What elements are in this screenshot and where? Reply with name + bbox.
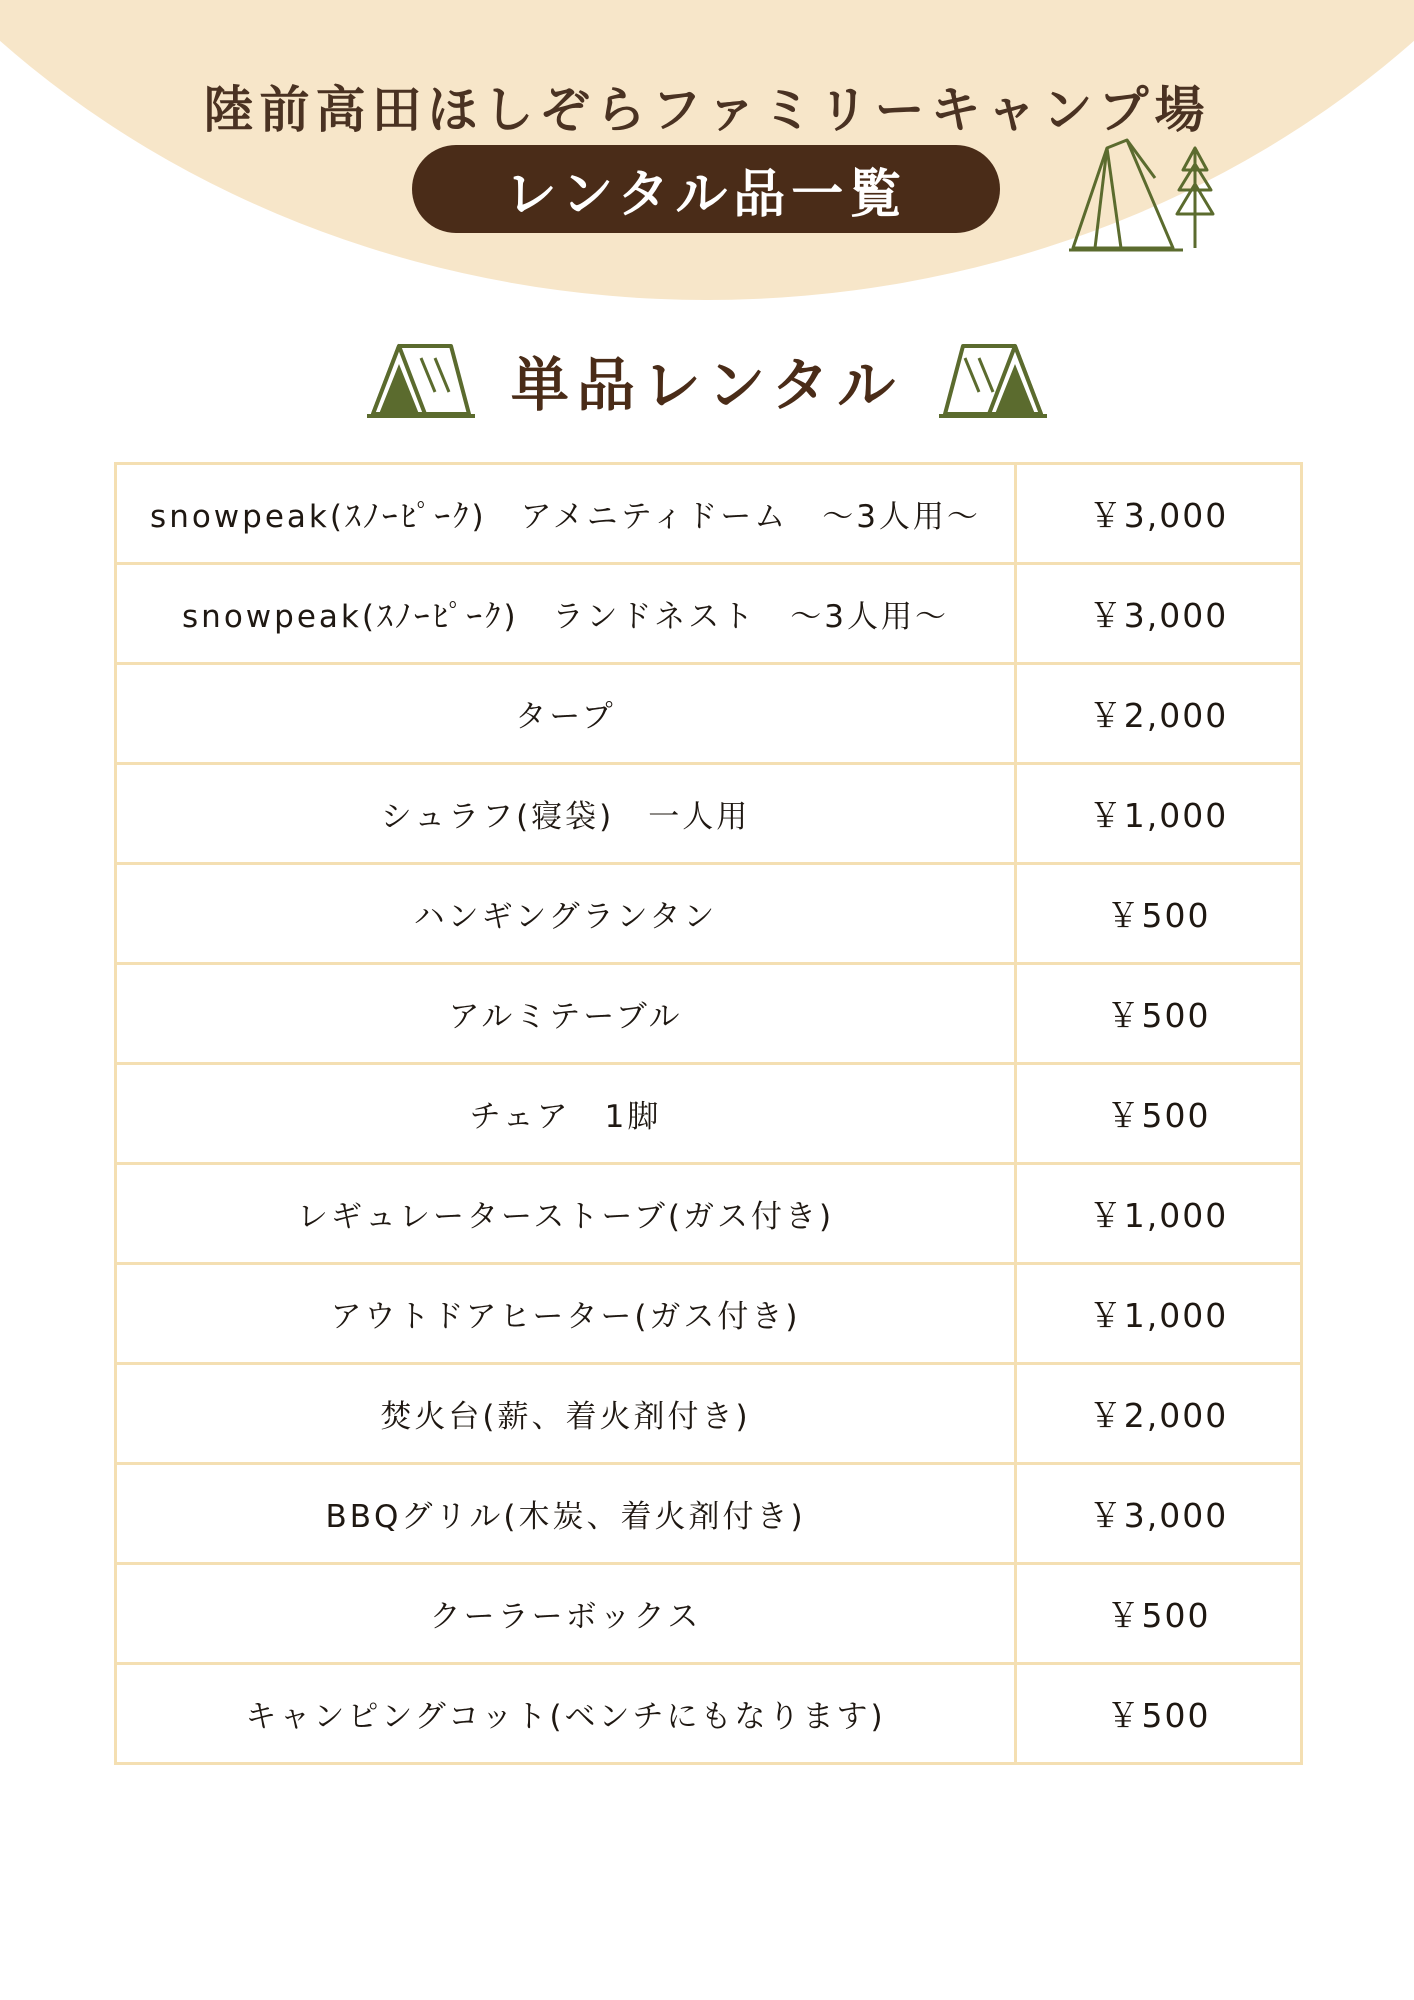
table-row <box>116 1464 1302 1564</box>
table-row <box>116 1064 1302 1164</box>
table-row <box>116 1364 1302 1464</box>
tent-icon <box>937 336 1049 424</box>
item-name: チェア 1脚 <box>116 1064 1016 1164</box>
table-row <box>116 1664 1302 1764</box>
item-price: ￥500 <box>1016 1564 1302 1664</box>
item-price: ￥500 <box>1016 864 1302 964</box>
section-header <box>0 335 1414 425</box>
item-name: ハンギングランタン <box>116 864 1016 964</box>
item-price: ￥3,000 <box>1016 464 1302 564</box>
table-row <box>116 1564 1302 1664</box>
table-row <box>116 964 1302 1064</box>
item-price: ￥3,000 <box>1016 1464 1302 1564</box>
rental-list-title: レンタル品一覧 <box>504 164 908 225</box>
rental-price-table <box>114 462 1303 1765</box>
item-price: ￥2,000 <box>1016 664 1302 764</box>
table-row <box>116 564 1302 664</box>
table-row <box>116 1264 1302 1364</box>
item-price: ￥500 <box>1016 1064 1302 1164</box>
item-price: ￥3,000 <box>1016 564 1302 664</box>
item-name: レギュレーターストーブ(ガス付き) <box>116 1164 1016 1264</box>
table-row <box>116 864 1302 964</box>
campground-name: 陸前高田ほしぞらファミリーキャンプ場 <box>203 81 1211 139</box>
item-name: snowpeak(ｽﾉｰﾋﾟｰｸ) ランドネスト 〜3人用〜 <box>116 564 1016 664</box>
rental-list-banner <box>412 145 1000 233</box>
item-name: シュラフ(寝袋) 一人用 <box>116 764 1016 864</box>
item-price: ￥1,000 <box>1016 1164 1302 1264</box>
item-name: snowpeak(ｽﾉｰﾋﾟｰｸ) アメニティドーム 〜3人用〜 <box>116 464 1016 564</box>
item-price: ￥500 <box>1016 964 1302 1064</box>
table-row <box>116 1164 1302 1264</box>
table-row <box>116 464 1302 564</box>
table-row <box>116 764 1302 864</box>
tent-tree-icon <box>1065 130 1225 260</box>
item-price: ￥2,000 <box>1016 1364 1302 1464</box>
item-name: 焚火台(薪、着火剤付き) <box>116 1364 1016 1464</box>
tent-icon <box>365 336 477 424</box>
section-title: 単品レンタル <box>510 351 904 419</box>
item-name: アウトドアヒーター(ガス付き) <box>116 1264 1016 1364</box>
table-row <box>116 664 1302 764</box>
item-price: ￥1,000 <box>1016 764 1302 864</box>
item-price: ￥500 <box>1016 1664 1302 1764</box>
item-name: クーラーボックス <box>116 1564 1016 1664</box>
item-name: キャンピングコット(ベンチにもなります) <box>116 1664 1016 1764</box>
item-price: ￥1,000 <box>1016 1264 1302 1364</box>
item-name: BBQグリル(木炭、着火剤付き) <box>116 1464 1016 1564</box>
item-name: タープ <box>116 664 1016 764</box>
item-name: アルミテーブル <box>116 964 1016 1064</box>
